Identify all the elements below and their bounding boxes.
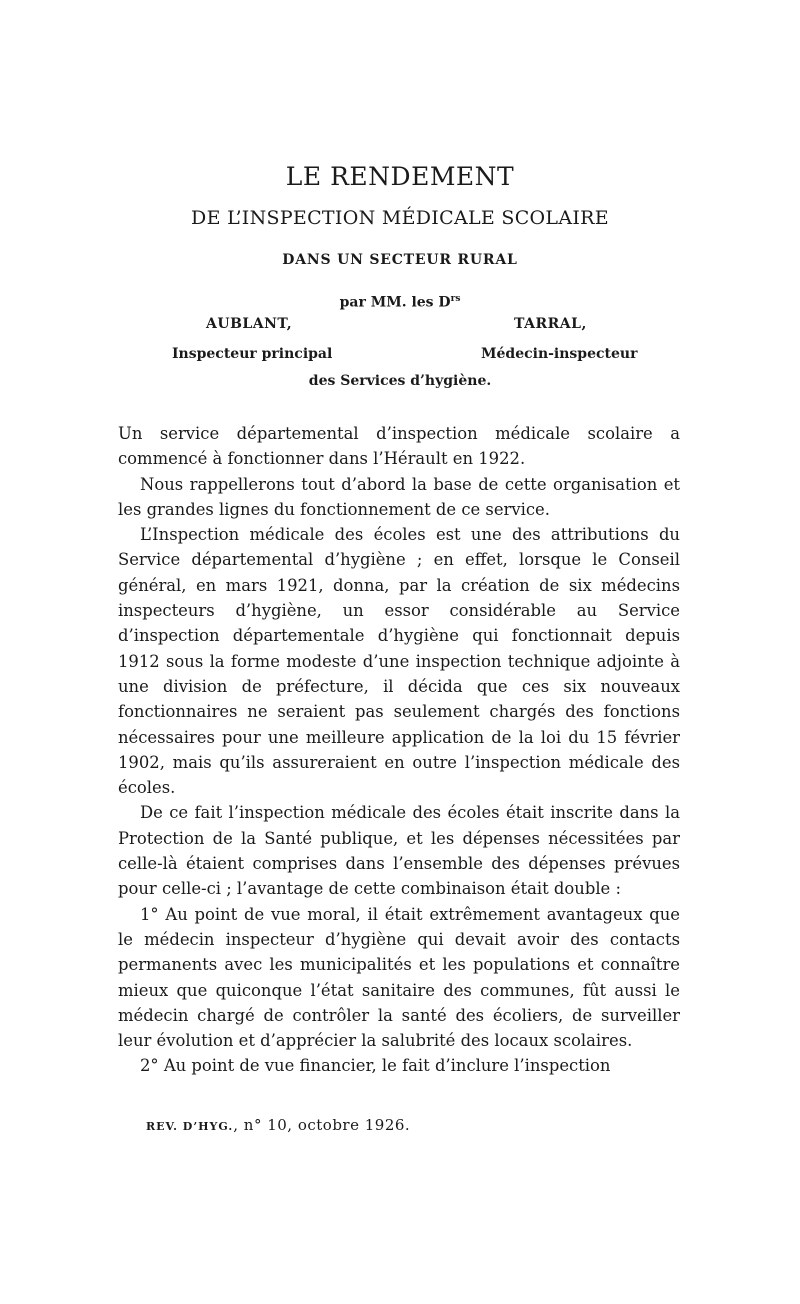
page-footer <box>146 1116 410 1134</box>
article-body <box>118 421 680 1079</box>
article-title: LE RENDEMENT <box>285 162 515 191</box>
author-aublant-role: Inspecteur principal <box>172 346 333 362</box>
byline-text: par MM. les D <box>339 294 451 311</box>
paragraph-1: Un service départemental d’inspection médicale scolaire a commencé à fonctionner dans l’Hérault en 1922. <box>118 424 680 469</box>
author-tarral: TARRAL, <box>514 316 587 332</box>
article-subtitle-secondary: DANS UN SECTEUR RURAL <box>282 252 518 268</box>
author-tarral-role: Médecin-inspecteur <box>481 346 638 362</box>
authors-affiliation: des Services d’hygiène. <box>308 373 492 389</box>
paragraph-5: 1° Au point de vue moral, il était extrêmement avantageux que le médecin inspecteur d’hygiène qui devait avoir des contacts permanents avec les municipalités et les populations et connaître mieux que quiconque l’état sanitaire des communes, fût aussi le médecin chargé de contrôler la santé des écoliers, de surveiller leur évolution et d’apprécier la salubrité des locaux scolaires. <box>118 904 680 1051</box>
paragraph-2: Nous rappellerons tout d’abord la base de cette organisation et les grandes lignes du fonctionnement de ce service. <box>118 474 680 519</box>
paragraph-4: De ce fait l’inspection médicale des écoles était inscrite dans la Protection de la Santé publique, et les dépenses nécessitées par celle-là étaient comprises dans l’ensemble des dépenses prévues pour celle-ci ; l’avantage de cette combinaison était double : <box>118 803 680 899</box>
article-subtitle: DE L’INSPECTION MÉDICALE SCOLAIRE <box>191 207 609 229</box>
byline <box>0 294 800 311</box>
author-aublant: AUBLANT, <box>206 316 293 332</box>
journal-issue: , n° 10, octobre 1926. <box>233 1116 411 1134</box>
paragraph-6: 2° Au point de vue financier, le fait d’inclure l’inspection <box>140 1056 611 1076</box>
byline-superscript: rs <box>450 294 461 304</box>
journal-abbrev: REV. D’HYG. <box>146 1120 234 1133</box>
paragraph-3: L’Inspection médicale des écoles est une des attributions du Service départemental d’hygiène ; en effet, lorsque le Conseil général, en mars 1921, donna, par la création de six médecins inspecteurs d’hygiène, un essor considérable au Service d’inspection départementale d’hygiène qui fonctionnait depuis 1912 sous la forme modeste d’une inspection technique adjointe à une division de préfecture, il décida que ces six nouveaux fonctionnaires ne seraient pas seulement chargés des fonctions nécessaires pour une meilleure application de la loi du 15 février 1902, mais qu’ils assureraient en outre l’inspection médicale des écoles. <box>118 525 680 798</box>
